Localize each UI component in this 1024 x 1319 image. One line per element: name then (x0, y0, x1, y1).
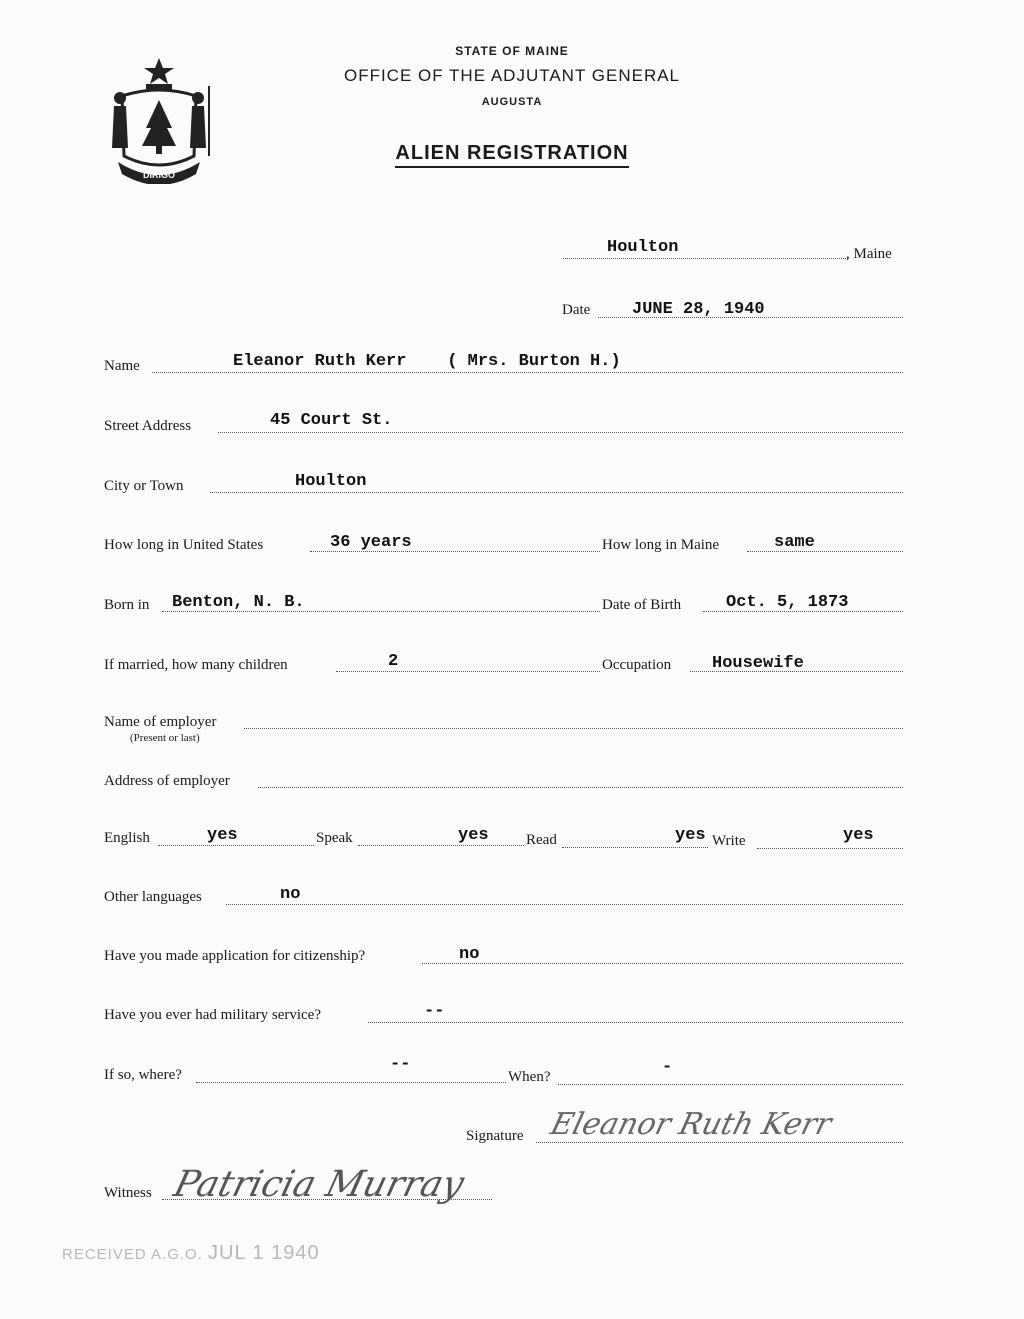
where-label: If so, where? (104, 1067, 182, 1083)
city-value[interactable]: Houlton (295, 472, 367, 491)
received-stamp-date: JUL 1 1940 (208, 1242, 320, 1264)
witness-value: Patricia Murray (169, 1162, 469, 1205)
us-duration-value[interactable]: 36 years (330, 533, 412, 552)
date-value[interactable]: JUNE 28, 1940 (632, 300, 765, 319)
date-label: Date (562, 302, 591, 318)
form-title: ALIEN REGISTRATION (395, 142, 628, 168)
children-value[interactable]: 2 (388, 652, 399, 671)
born-in-label: Born in (104, 597, 150, 613)
maine-seal-icon (104, 56, 214, 184)
occupation-value[interactable]: Housewife (712, 654, 804, 673)
street-value[interactable]: 45 Court St. (270, 411, 393, 430)
seal-motto: DIRIGO (142, 170, 176, 180)
dob-label: Date of Birth (602, 597, 682, 613)
state-heading: STATE OF MAINE (455, 44, 569, 58)
signature-value: Eleanor Ruth Kerr (547, 1107, 835, 1142)
when-value[interactable]: - (662, 1058, 673, 1077)
signature-label: Signature (466, 1128, 524, 1144)
read-label: Read (526, 832, 557, 848)
military-value[interactable]: -- (424, 1002, 445, 1021)
other-languages-label: Other languages (104, 889, 202, 905)
speak-label: Speak (316, 830, 353, 846)
employer-address-label: Address of employer (104, 773, 230, 789)
born-in-value[interactable]: Benton, N. B. (172, 593, 305, 612)
children-label: If married, how many children (104, 657, 288, 673)
office-heading: OFFICE OF THE ADJUTANT GENERAL (343, 66, 681, 85)
signature-handwriting[interactable] (536, 1090, 846, 1154)
city-label: City or Town (104, 478, 184, 494)
dob-value[interactable]: Oct. 5, 1873 (726, 593, 849, 612)
military-label: Have you ever had military service? (104, 1007, 321, 1023)
citizenship-label: Have you made application for citizenship? (104, 948, 366, 964)
occupation-label: Occupation (602, 657, 672, 673)
received-stamp-prefix: RECEIVED A.G.O. (62, 1246, 203, 1263)
where-value[interactable]: -- (390, 1055, 411, 1074)
other-languages-value[interactable]: no (280, 885, 301, 904)
citizenship-value[interactable]: no (459, 945, 480, 964)
received-stamp (62, 1242, 320, 1265)
write-label: Write (712, 833, 746, 849)
maine-duration-value[interactable]: same (774, 533, 815, 552)
maine-duration-label: How long in Maine (602, 537, 720, 553)
us-duration-label: How long in United States (104, 537, 264, 553)
name-value[interactable]: Eleanor Ruth Kerr ( Mrs. Burton H.) (233, 352, 621, 371)
read-value[interactable]: yes (675, 826, 706, 845)
street-label: Street Address (104, 418, 192, 434)
english-value[interactable]: yes (207, 826, 238, 845)
witness-label: Witness (104, 1185, 152, 1201)
speak-value[interactable]: yes (458, 826, 489, 845)
employer-label: Name of employer (104, 714, 217, 730)
name-label: Name (104, 358, 140, 374)
english-label: English (104, 830, 150, 846)
employer-sublabel: (Present or last) (130, 732, 200, 744)
place-suffix: , Maine (846, 246, 892, 262)
write-value[interactable]: yes (843, 826, 874, 845)
witness-handwriting[interactable] (160, 1140, 500, 1230)
city-heading: AUGUSTA (481, 96, 543, 108)
when-label: When? (508, 1069, 551, 1085)
place-value[interactable]: Houlton (607, 238, 679, 257)
